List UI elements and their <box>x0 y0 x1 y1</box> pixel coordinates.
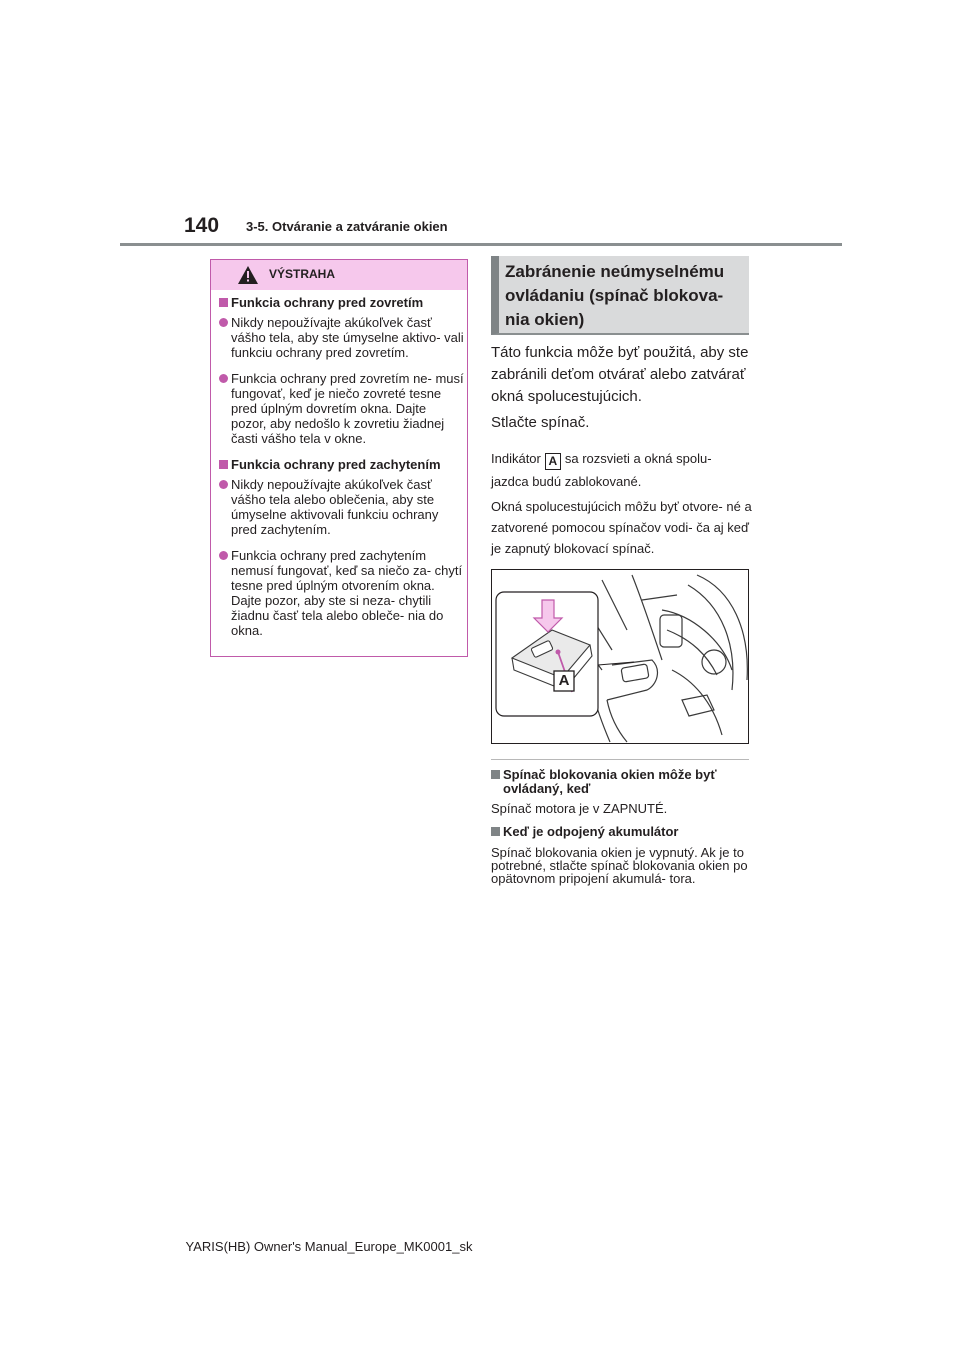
note-text: Spínač motora je v ZAPNUTÉ. <box>491 801 668 816</box>
note-heading <box>491 768 753 796</box>
warning-item <box>219 315 465 360</box>
section-heading: Zabránenie neúmyselnému ovládaniu (spínač blokova- nia okien) <box>505 262 725 329</box>
instruction-text: Stlačte spínač. <box>491 414 590 431</box>
figure-divider <box>491 759 749 760</box>
header-divider <box>120 243 842 246</box>
note-heading-text: Keď je odpojený akumulátor <box>503 824 679 839</box>
warning-section-heading: Funkcia ochrany pred zovretím <box>219 295 465 311</box>
indicator-text-cont: jazdca budú zablokované. <box>491 474 642 489</box>
note-text: Spínač blokovania okien je vypnutý. Ak je to potrebné, stlačte spínač blokovania okien po opätovnom pripojení akumulá- tora. <box>491 845 748 886</box>
warning-box <box>210 259 468 657</box>
section-title: 3-5. Otváranie a zatváranie okien <box>246 219 448 234</box>
warning-item-text: Funkcia ochrany pred zovretím ne- musí fungovať, keď je niečo zovreté tesne pred úplným dovretím okna. Dajte pozor, aby nedošlo k zovretiu žiadnej časti vášho tela v okne. <box>231 371 464 446</box>
warning-item-text: Nikdy nepoužívajte akúkoľvek časť vášho tela, aby ste úmyselne aktivo- vali funkciu ochrany pred zovretím. <box>231 315 464 360</box>
indicator-text <box>491 448 753 470</box>
warning-section-heading: Funkcia ochrany pred zachytením <box>219 457 465 473</box>
bullet-dot-icon <box>219 480 228 489</box>
footer-text: YARIS(HB) Owner's Manual_Europe_MK0001_sk <box>185 1239 473 1254</box>
warning-header <box>211 260 467 290</box>
bullet-dot-icon <box>219 318 228 327</box>
warning-triangle-icon <box>238 266 258 284</box>
warning-item <box>219 548 465 638</box>
indicator-text-after: sa rozsvieti a okná spolu- <box>564 451 712 466</box>
warning-body <box>219 295 465 649</box>
note-heading <box>491 825 753 839</box>
note-heading-text: Spínač blokovania okien môže byť ovládaný, keď <box>503 767 717 796</box>
switch-illustration <box>491 569 749 744</box>
bullet-square-icon <box>491 770 500 779</box>
warning-item <box>219 477 465 537</box>
figure-callout-a: A <box>558 672 570 689</box>
bullet-dot-icon <box>219 551 228 560</box>
warning-item <box>219 371 465 446</box>
note-paragraph: Okná spolucestujúcich môžu byť otvore- né a zatvorené pomocou spínačov vodi- ča aj keď je zapnutý blokovací spínač. <box>491 499 752 556</box>
bullet-dot-icon <box>219 374 228 383</box>
page-number: 140 <box>184 214 220 237</box>
callout-label-a: A <box>545 453 561 470</box>
warning-title: VÝSTRAHA <box>269 267 336 281</box>
indicator-text-before: Indikátor <box>491 451 541 466</box>
section-heading-box <box>491 256 749 335</box>
warning-item-text: Nikdy nepoužívajte akúkoľvek časť vášho tela alebo oblečenia, aby ste úmyselne aktivovali funkciu ochrany pred zachytením. <box>231 477 439 537</box>
warning-item-text: Funkcia ochrany pred zachytením nemusí fungovať, keď sa niečo za- chytí tesne pred úplným otvorením okna. Dajte pozor, aby ste si neza- chytili žiadnu časť tela alebo obleče- nia do okna. <box>231 548 463 638</box>
door-panel-illustration <box>492 570 748 743</box>
intro-paragraph: Táto funkcia môže byť použitá, aby ste zabránili deťom otvárať alebo zatvárať okná spolucestujúcich. <box>491 344 749 405</box>
bullet-square-icon <box>491 827 500 836</box>
